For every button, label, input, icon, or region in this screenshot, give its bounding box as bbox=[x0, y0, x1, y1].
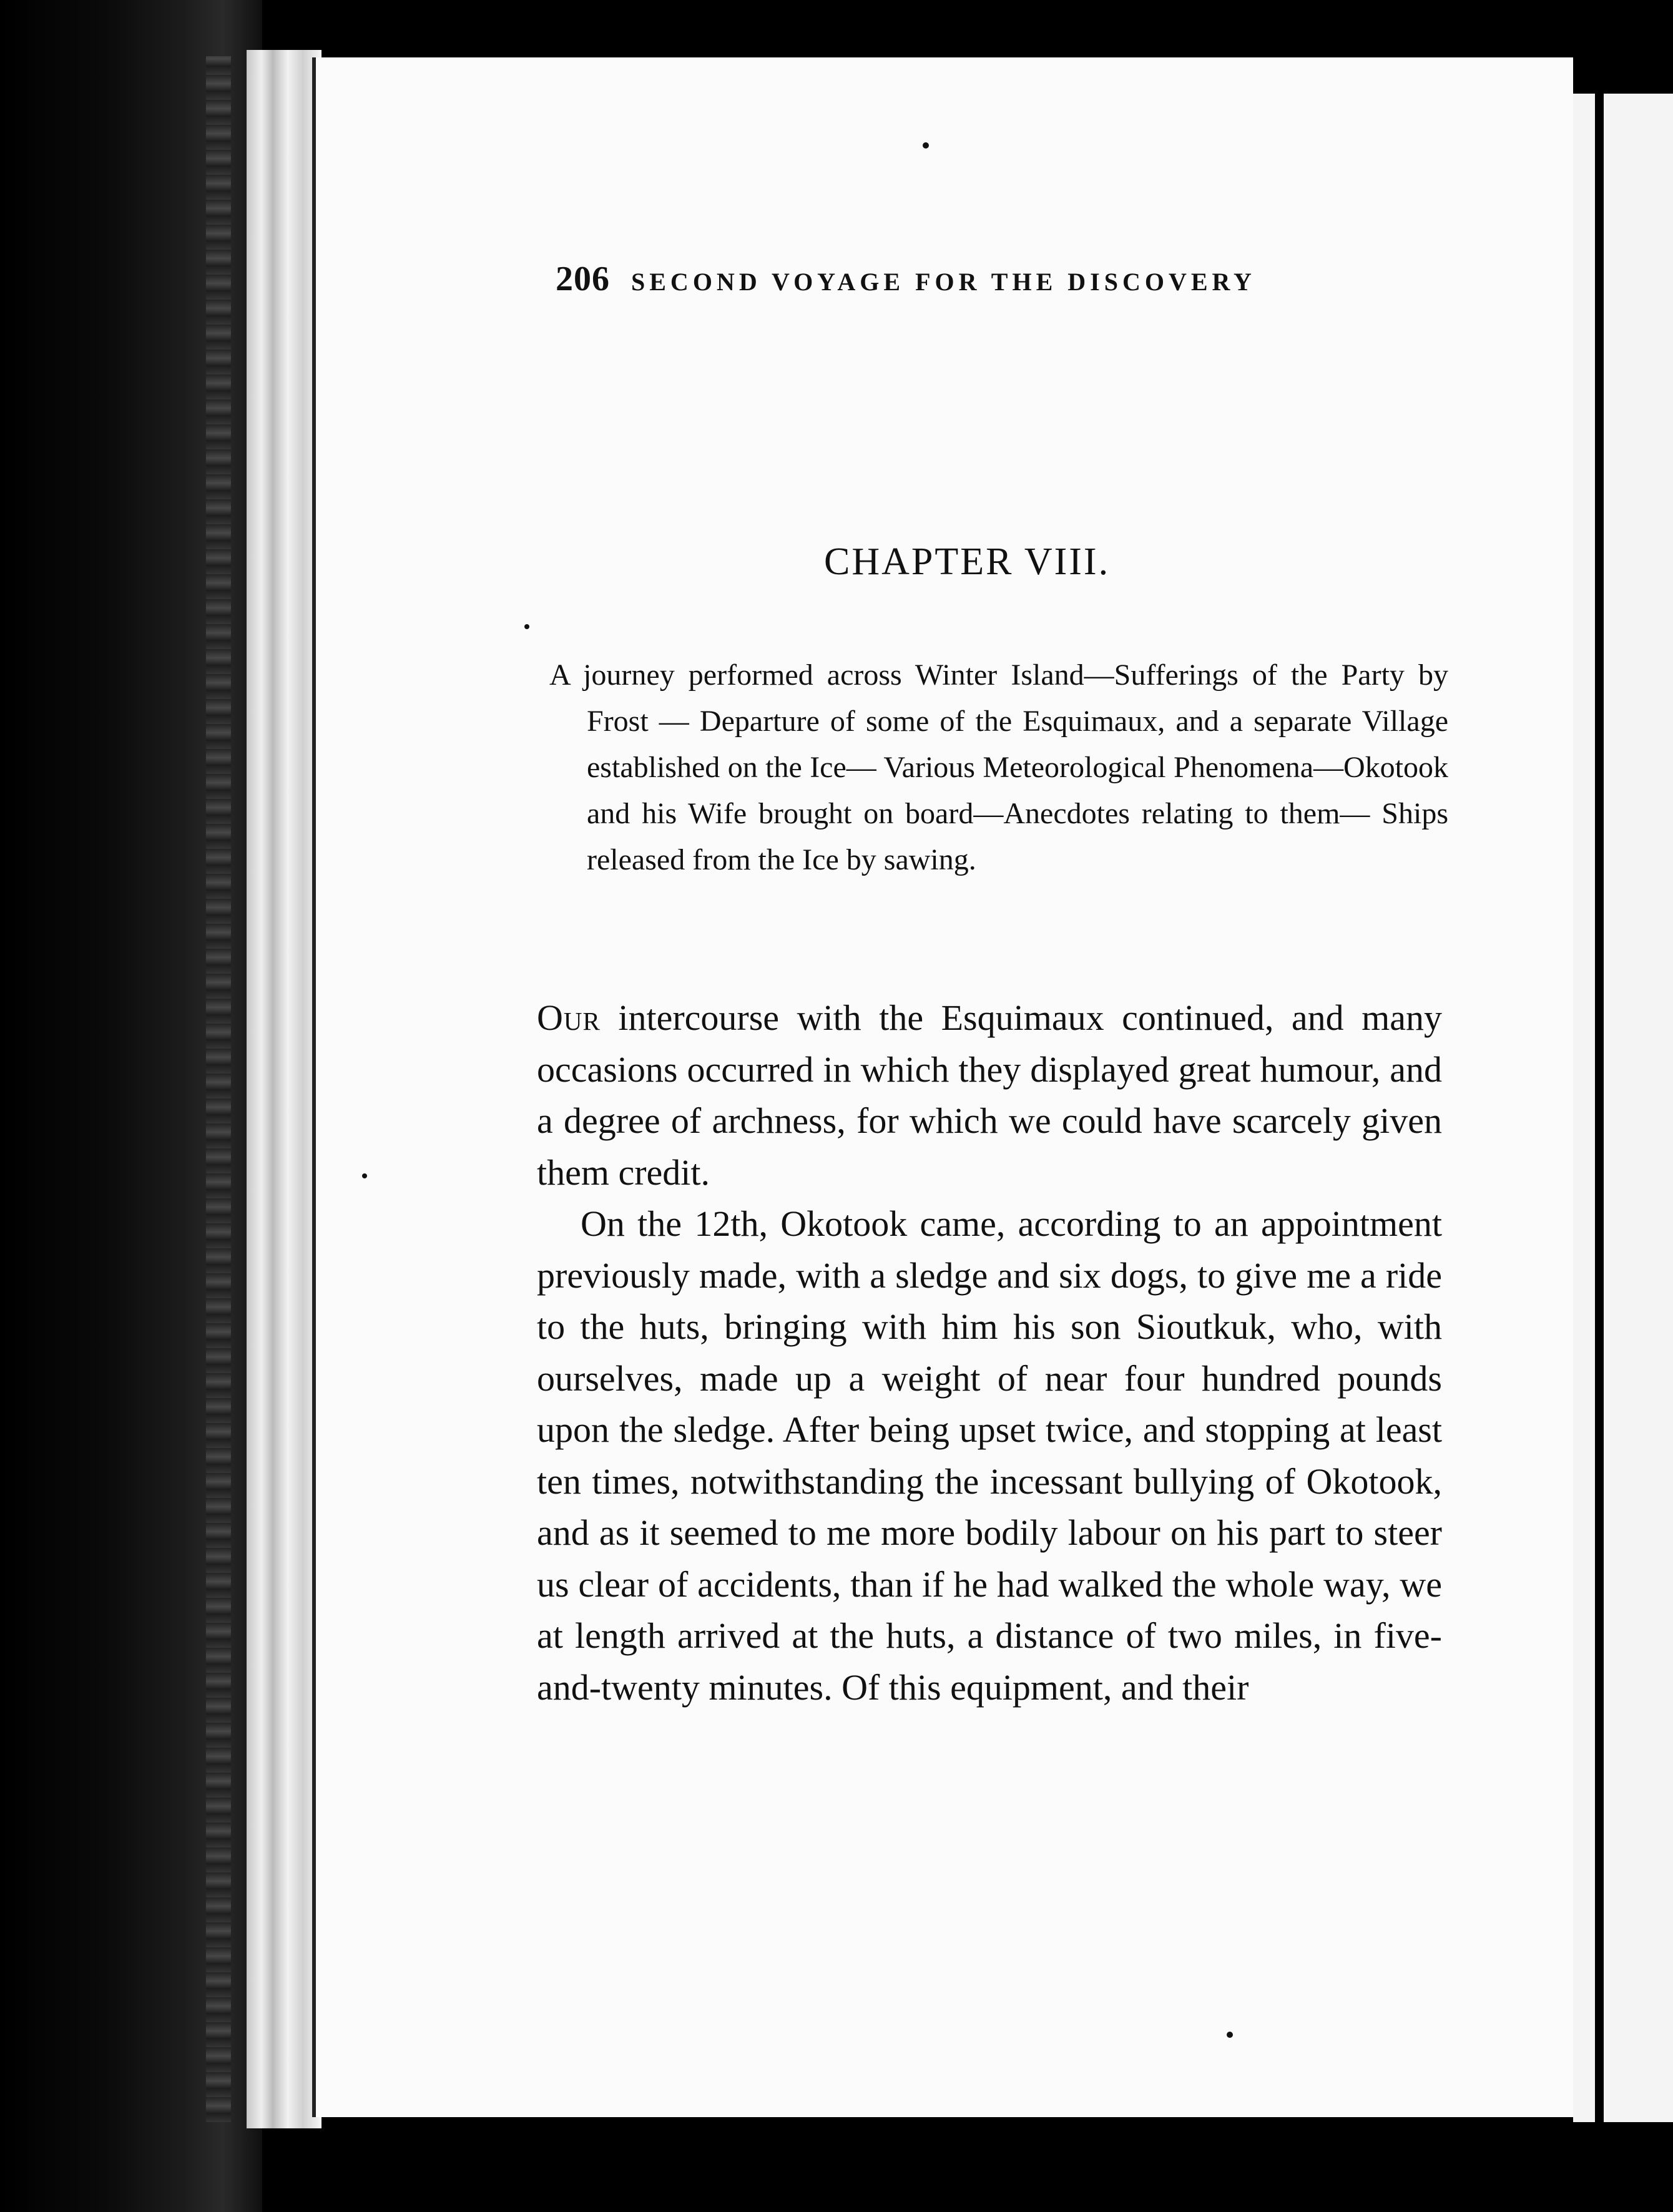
page-edges bbox=[247, 50, 321, 2128]
running-title: SECOND VOYAGE FOR THE DISCOVERY bbox=[631, 268, 1256, 296]
binding-texture bbox=[206, 56, 231, 2122]
chapter-synopsis: A journey performed across Winter Island—Sufferings of the Party by Frost — Departure of some of the Esquimaux, and a separate Village established on the Ice— Various Meteorological Phenomena—Okotook and his Wife brought on board—Anecdotes relating to them— Ships released from the Ice by sawing. bbox=[549, 658, 1448, 876]
page-number: 206 bbox=[556, 260, 610, 298]
paragraph-lead-word: Our bbox=[537, 997, 601, 1038]
running-head bbox=[556, 259, 1342, 299]
chapter-title: CHAPTER VIII. bbox=[824, 541, 1111, 583]
paragraph-1 bbox=[537, 992, 1442, 1198]
paragraph-2: On the 12th, Okotook came, according to an appointment previously made, with a sledge and six dogs, to give me a ride to the huts, bringing with him his son Sioutkuk, who, with ourselves, made up a weight of near four hundred pounds upon the sledge. After being upset twice, and stopping at least ten times, notwithstanding the incessant bullying of Okotook, and as it seemed to me more bodily labour on his part to steer us clear of accidents, than if he had walked the whole way, we at length arrived at the huts, a distance of two miles, in five-and-twenty minutes. Of this equipment, and their bbox=[537, 1203, 1442, 1708]
gutter-line bbox=[1595, 94, 1604, 2122]
facing-page-edge bbox=[1573, 94, 1673, 2122]
ink-speck bbox=[923, 142, 929, 149]
body-text bbox=[537, 992, 1442, 1713]
top-shadow bbox=[212, 0, 1673, 62]
ink-speck bbox=[362, 1173, 367, 1178]
ink-speck bbox=[1227, 2032, 1233, 2038]
paragraph-1-text: intercourse with the Esquimaux continued, and many occasions occurred in which they displayed great humour, and a degree of archness, for which we could have scarcely given them credit. bbox=[537, 997, 1442, 1193]
ink-speck bbox=[524, 624, 529, 629]
